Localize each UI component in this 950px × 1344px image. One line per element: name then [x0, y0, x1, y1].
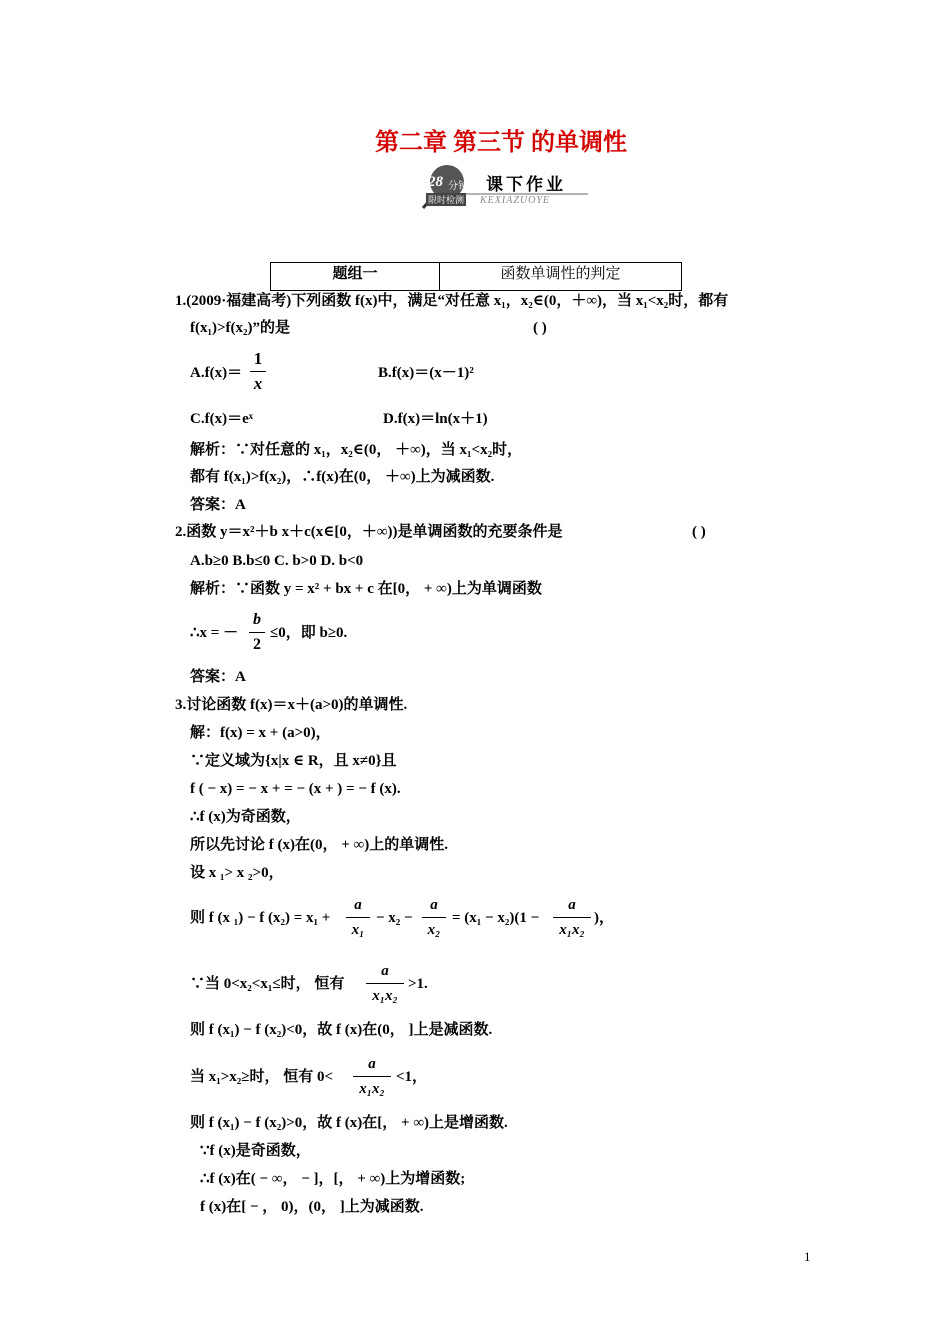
q2-line1: 2.函数 y＝x²＋b x＋c(x∈[0，＋∞))是单调函数的充要条件是 — [175, 524, 563, 540]
q3-step-7-post: )， — [594, 910, 614, 926]
q3-step-8-post: >1. — [408, 976, 428, 992]
fraction-numerator: a — [368, 1056, 376, 1072]
badge-sub: 限时检测 — [428, 195, 465, 205]
fraction-numerator: a — [381, 963, 389, 979]
fraction-denominator: x₁x₂ — [372, 988, 398, 1004]
table-group-cell: 题组一 — [271, 263, 440, 290]
q3-step-7-fraction-2 — [422, 895, 446, 940]
fraction-denominator: x₁ — [351, 922, 365, 938]
q3-step-6: 设 x ₁> x ₂>0， — [190, 865, 284, 881]
fraction-numerator: a — [568, 897, 576, 913]
q3-step-10-fraction — [353, 1054, 391, 1099]
fraction-denominator: x₁x₂ — [559, 922, 585, 938]
q3-step-10-post: <1， — [396, 1069, 428, 1085]
q3-step-1: 解：f(x) = x + (a>0)， — [190, 725, 331, 741]
q1-answer: 答案：A — [190, 497, 246, 513]
q1-option-d: D.f(x)＝ln(x＋1) — [383, 411, 488, 427]
q3-step-7-pre: 则 f (x ₁) − f (x₂) = x₁ + — [190, 910, 331, 926]
q3-step-4: ∴f (x)为奇函数， — [190, 809, 301, 825]
banner-pinyin: KEXIAZUOYE — [480, 195, 550, 206]
page-title: 第二章 第三节 的单调性 — [375, 130, 627, 156]
fraction-denominator: x₁x₂ — [359, 1081, 385, 1097]
q2-fraction — [249, 610, 265, 655]
fraction-bar — [249, 632, 265, 633]
fraction-bar — [553, 917, 591, 918]
q2-paren: ( ) — [692, 524, 706, 540]
fraction-bar — [346, 917, 370, 918]
fraction-denominator: x₂ — [427, 922, 441, 938]
fraction-bar — [353, 1076, 391, 1077]
q1-paren: ( ) — [533, 320, 547, 336]
q1-solution-2: 都有 f(x₁)>f(x₂)，∴f(x)在(0， ＋∞)上为减函数. — [190, 469, 495, 485]
fraction-bar — [366, 983, 404, 984]
fraction-bar — [422, 917, 446, 918]
q1-line2: f(x₁)>f(x₂)”的是 — [190, 320, 291, 336]
fraction-bar — [250, 371, 266, 372]
q3-step-12: ∵f (x)是奇函数， — [200, 1143, 311, 1159]
q3-step-11: 则 f (x₁) − f (x₂)>0，故 f (x)在[， + ∞)上是增函数. — [190, 1115, 508, 1131]
q1-line1: 1.(2009·福建高考)下列函数 f(x)中，满足“对任意 x₁，x₂∈(0，＋∞)，当 x₁<x₂时，都有 — [175, 293, 729, 309]
q3-step-7-mid1: − x₂ − — [376, 910, 413, 926]
q3-step-7-fraction-3 — [553, 895, 591, 940]
fraction-numerator: 1 — [253, 349, 263, 368]
q3-step-9: 则 f (x₁) − f (x₂)<0，故 f (x)在(0， ]上是减函数. — [190, 1022, 493, 1038]
q3-step-8-pre: ∵当 0<x₂<x₁≤时， 恒有 — [190, 976, 345, 992]
fraction-denominator: 2 — [253, 636, 261, 653]
q1-option-a: A.f(x)＝ — [190, 365, 243, 381]
q3-step-7-fraction-1 — [346, 895, 370, 940]
table-topic-cell: 函数单调性的判定 — [500, 266, 621, 282]
q3-step-7-mid2: = (x₁ − x₂)(1 − — [452, 910, 540, 926]
q1-option-b: B.f(x)＝(x－1)² — [378, 365, 474, 381]
q3-step-2: ∵定义域为{x|x ∈ R，且 x≠0}且 — [190, 753, 397, 769]
q3-step-13: ∴f (x)在( − ∞， − ]，[， + ∞)上为增函数; — [200, 1171, 466, 1187]
fraction-denominator: x — [253, 374, 263, 393]
fraction-numerator: a — [354, 897, 362, 913]
q2-solution-2-post: ≤0，即 b≥0. — [270, 625, 348, 641]
q3-step-3: f ( − x) = − x + = − (x + ) = − f (x). — [190, 781, 401, 797]
badge-unit: 分钟 — [448, 181, 468, 192]
q3-step-14: f (x)在[ − ， 0)，(0， ]上为减函数. — [200, 1199, 424, 1215]
fraction-numerator: b — [253, 611, 261, 628]
q3-step-5: 所以先讨论 f (x)在(0， + ∞)上的单调性. — [190, 837, 448, 853]
q2-answer: 答案：A — [190, 669, 246, 685]
q2-solution-2-pre: ∴x = － — [190, 625, 239, 641]
q3-step-8-fraction — [366, 961, 404, 1006]
badge-number: 28 — [428, 174, 443, 190]
q2-solution-1: 解析：∵函数 y = x² + bx + c 在[0， + ∞)上为单调函数 — [190, 581, 542, 597]
banner — [418, 160, 593, 210]
q3-step-10-pre: 当 x₁>x₂≥时， 恒有 0< — [190, 1069, 334, 1085]
page-number: 1 — [804, 1249, 811, 1264]
banner-heading: 课下作业 — [486, 175, 566, 194]
topic-table — [270, 262, 682, 291]
q1-solution-1: 解析：∵对任意的 x₁，x₂∈(0， ＋∞)，当 x₁<x₂时， — [190, 442, 523, 458]
q1-option-a-fraction — [250, 349, 266, 394]
fraction-numerator: a — [430, 897, 438, 913]
q3-line1: 3.讨论函数 f(x)＝x＋(a>0)的单调性. — [175, 697, 408, 713]
q1-option-c: C.f(x)＝eˣ — [190, 411, 254, 427]
q2-options: A.b≥0 B.b≤0 C. b>0 D. b<0 — [190, 553, 364, 569]
